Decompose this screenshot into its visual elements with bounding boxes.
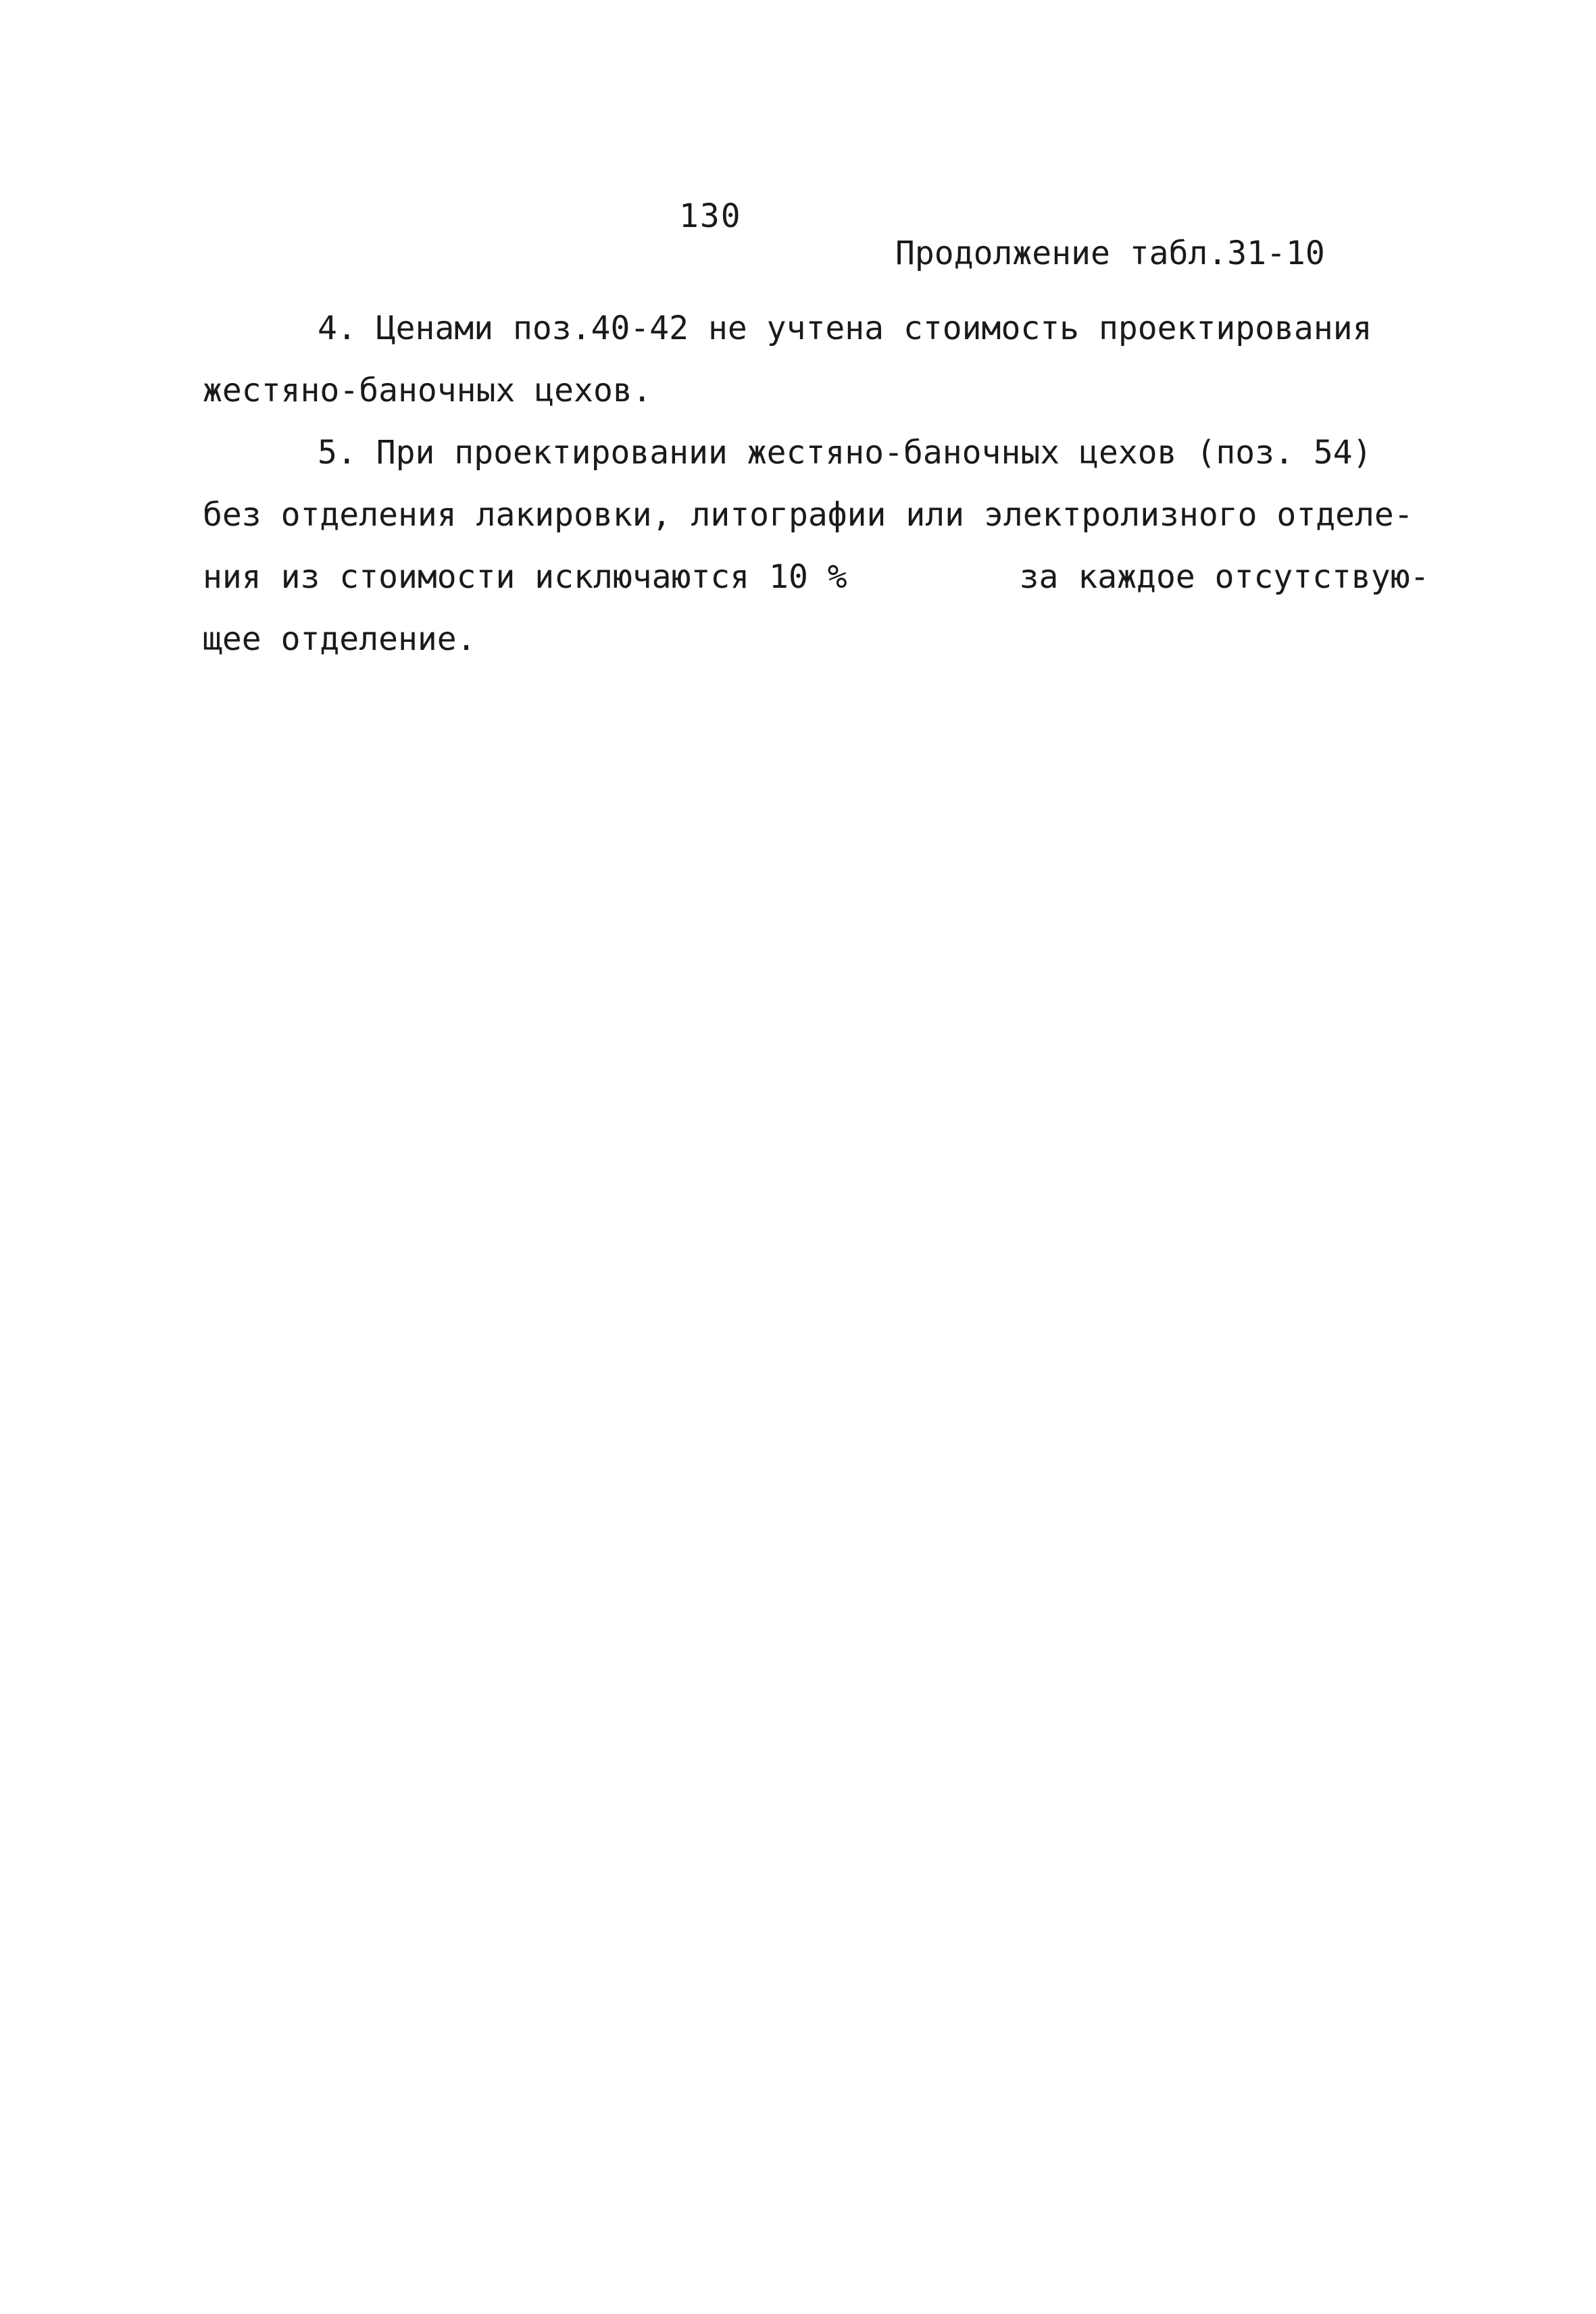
page-number: 130	[679, 197, 742, 235]
notes-body	[203, 297, 1430, 670]
note-5-line-3-part-a: ния из стоимости исключаются 10 %	[203, 558, 847, 596]
note-4-line-2: жестяно-баночных цехов.	[203, 372, 652, 409]
table-continuation-heading: Продолжение табл.31-10	[895, 234, 1325, 272]
note-5-line-3	[203, 546, 1430, 608]
note-4-line-1: 4. Ценами поз.40-42 не учтена стоимость проектирования	[318, 309, 1372, 347]
note-5-line-4: щее отделение.	[203, 620, 476, 658]
note-5-line-3-part-b: за каждое отсутствую-	[1019, 558, 1430, 596]
note-5-line-1: 5. При проектировании жестяно-баночных цехов (поз. 54)	[318, 434, 1372, 472]
note-5-line-2: без отделения лакировки, литографии или электролизного отделе-	[203, 496, 1414, 534]
